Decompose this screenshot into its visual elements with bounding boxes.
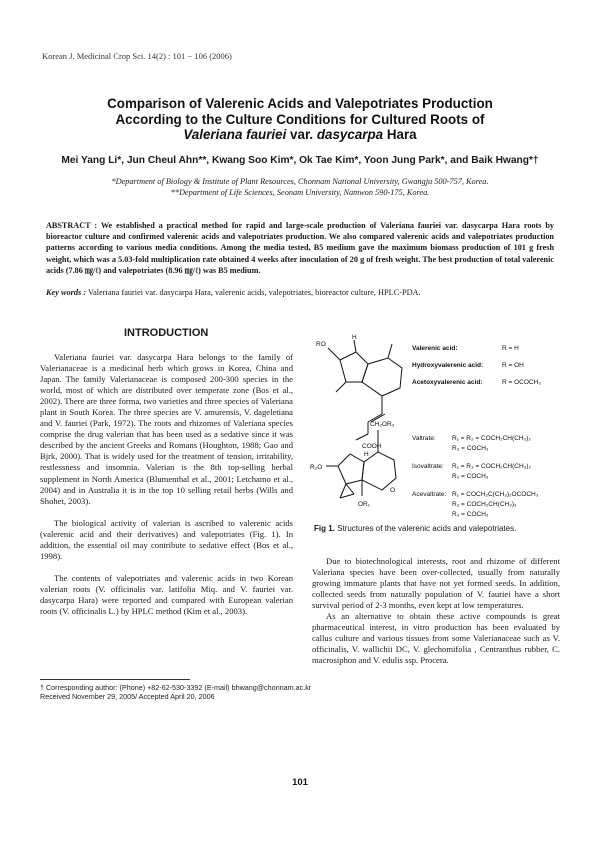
journal-citation: Korean J. Medicinal Crop Sci. 14(2) : 101 − 106 (2006) [42,51,232,61]
label-o: O [390,487,396,494]
title-var: var. [286,127,317,142]
title-variety: dasycarpa [316,127,384,142]
abstract-label: ABSTRACT : [46,221,98,230]
caption-text: Structures of the valerenic acids and valepotriates. [334,524,517,533]
valerenic-name-1: Valerenic acid: [412,345,458,352]
abstract [46,220,554,276]
figure-caption [314,524,516,533]
valerenic-r-1: R = H [502,345,519,352]
valepotriate-skeleton [326,430,396,498]
received-dates: Received November 29, 2005/ Accepted April 20, 2006 [40,692,215,702]
valepotriate-r1-3: R₁ = COCH₂C(CH₃)₂OCOCH₃ [452,491,539,498]
affiliation-1: *Department of Biology & Institute of Plant Resources, Chonnam National University, Gwangju 500-757, Korea. [111,177,489,186]
label-r2o: R₂O [310,464,323,471]
paper-title [40,96,560,143]
figure-1-structures [306,330,566,520]
footnote-divider [40,679,190,680]
label-h2: H [364,451,369,458]
valepotriate-r2-2: R₂ = COCH₃ [452,473,489,480]
keywords-text: Valeriana fauriei var. dasycarpa Hara, valerenic acids, valepotriates, bioreactor culture, HPLC-PDA. [88,288,421,297]
label-ro: RO [316,341,326,348]
valerenic-name-2: Hydroxyvalerenic acid: [412,362,484,369]
valepotriate-r3-3: R₃ = COCH₃ [452,511,489,518]
corresponding-author: † Corresponding author: (Phone) +82-62-530-3392 (E-mail) bhwang@chonnam.ac.kr [40,683,312,692]
right-column [312,556,560,666]
paragraph: The contents of valepotriates and valerenic acids in two Korean valerian roots (V. officinalis var. latifolia Miq. and V. fauriei var. dasycarpa Hara) were reported and compared with European valerian roots (V. officinalis L.) by HPLC method (Kim et al., 2003). [40,572,293,616]
title-line-2: According to the Culture Conditions for Cultured Roots of [115,111,485,127]
footnote [40,683,311,702]
label-ch2or3: CH₂OR₃ [370,421,395,428]
valepotriate-r1-1: R₁ = R₂ = COCH₂CH(CH₃)₂ [452,435,531,442]
affiliation-2: **Department of Life Sciences, Seonam University, Namwon 590-175, Korea. [170,188,430,197]
valepotriate-r2-3: R₂ = COCH₂CH(CH₃)₂ [452,501,517,508]
paragraph: As an alternative to obtain these active compounds is great pharmaceutical interest, in vitro production has been evaluated by callus culture and various tissues from some Valerianaceae such as V. officinalis, V. wallichii DC, V. glechomifolia , Centranthus rubber, C. macrosiphon and V. edulis ssp. Procera. [312,611,560,666]
paragraph: Valeriana fauriei var. dasycarpa Hara belongs to the family of Valerianaceae is a medicinal herb which grows in Korea, China and Japan. The family Valerianaceae is composed 200-300 species in the world, most of which are distributed over temperate zone (Bos et al., 2002). There are three forma, two varieties and three species of Valeriana plant in South Korea. The three species are V. amurensis, V. dageletiana and V. fauriei (Park, 1972). The roots and rhizomes of Valeriana species comprise the drug valerian that has been used as a sedative since it was described by the ancient Greeks and Romans (Houghton, 1988; Gao and Bjrk, 2000). That is widely used for the treatment of tension, irritability, restlessness and insomnia. Valerian is the 8th top-selling herbal supplement in North America (Blumenthal et al., 2001; Letchamo et al., 2004) and in Australia it is in the top 10 selling retail herbs (Wills and Shohet, 2003). [40,352,293,506]
valepotriate-r1-2: R₁ = R₃ = COCH₂CH(CH₃)₂ [452,463,531,470]
section-heading-introduction: INTRODUCTION [124,327,209,339]
left-column [40,352,293,617]
keywords [46,288,554,297]
title-line-1: Comparison of Valerenic Acids and Valepotriates Production [107,96,493,111]
title-line-3 [40,127,560,143]
paragraph: The biological activity of valerian is ascribed to valerenic acids (valerenic acid and their derivatives) and valepotriates (Fig. 1). In addition, the essential oil may contribute to sedative effect (Bos et al., 1998). [40,517,293,561]
valepotriate-name-1: Valtrate: [412,435,436,442]
affiliations [40,176,560,198]
label-or1: OR₁ [358,501,370,508]
valepotriate-r2-1: R₃ = COCH₃ [452,445,489,452]
valerenic-r-2: R = OH [502,362,524,369]
label-h: H [352,334,357,341]
page-number: 101 [292,777,308,788]
valepotriate-name-3: Acevaltrate: [412,491,447,498]
title-species: Valeriana fauriei [183,127,287,142]
valerenic-r-3: R = OCOCH₃ [502,379,541,386]
keywords-label: Key words : [46,288,87,297]
title-author: Hara [383,127,417,142]
author-list: Mei Yang Li*, Jun Cheul Ahn**, Kwang Soo Kim*, Ok Tae Kim*, Yoon Jung Park*, and Baik Hwang*† [61,155,539,166]
valerenic-name-3: Acetoxyvalerenic acid: [412,379,483,386]
label-cooh: COOH [362,443,382,450]
valepotriate-name-2: Isovaltrate: [412,463,444,470]
abstract-text: We established a practical method for rapid and large-scale production of Valeriana fauriei var. dasycarpa Hara roots by bioreactor culture and confirmed valerenic acids and valepotriates production. We also compared valerenic acids and valepotriates production patterns according to various media conditions. Among the media tested, B5 medium gave the maximum biomass production of 101 g fresh weight, which was a 5.03-fold multiplication rate obtained 4 weeks after inoculation of 20 g of fresh weight. The best production of total valerenic acids (7.86 ㎎/ℓ) and valepotriates (8.96 ㎎/ℓ) was B5 medium. [46,221,554,275]
caption-label: Fig 1. [314,524,335,533]
paragraph: Due to biotechnological interests, root and rhizome of different Valeriana species have been over-collected, usually from naturally growing immature plants that have not yet formed seeds. In addition, collected seeds from naturally population of V. fauriei have a short survival period of 2-3 months, even kept at low temperatures. [312,556,560,611]
